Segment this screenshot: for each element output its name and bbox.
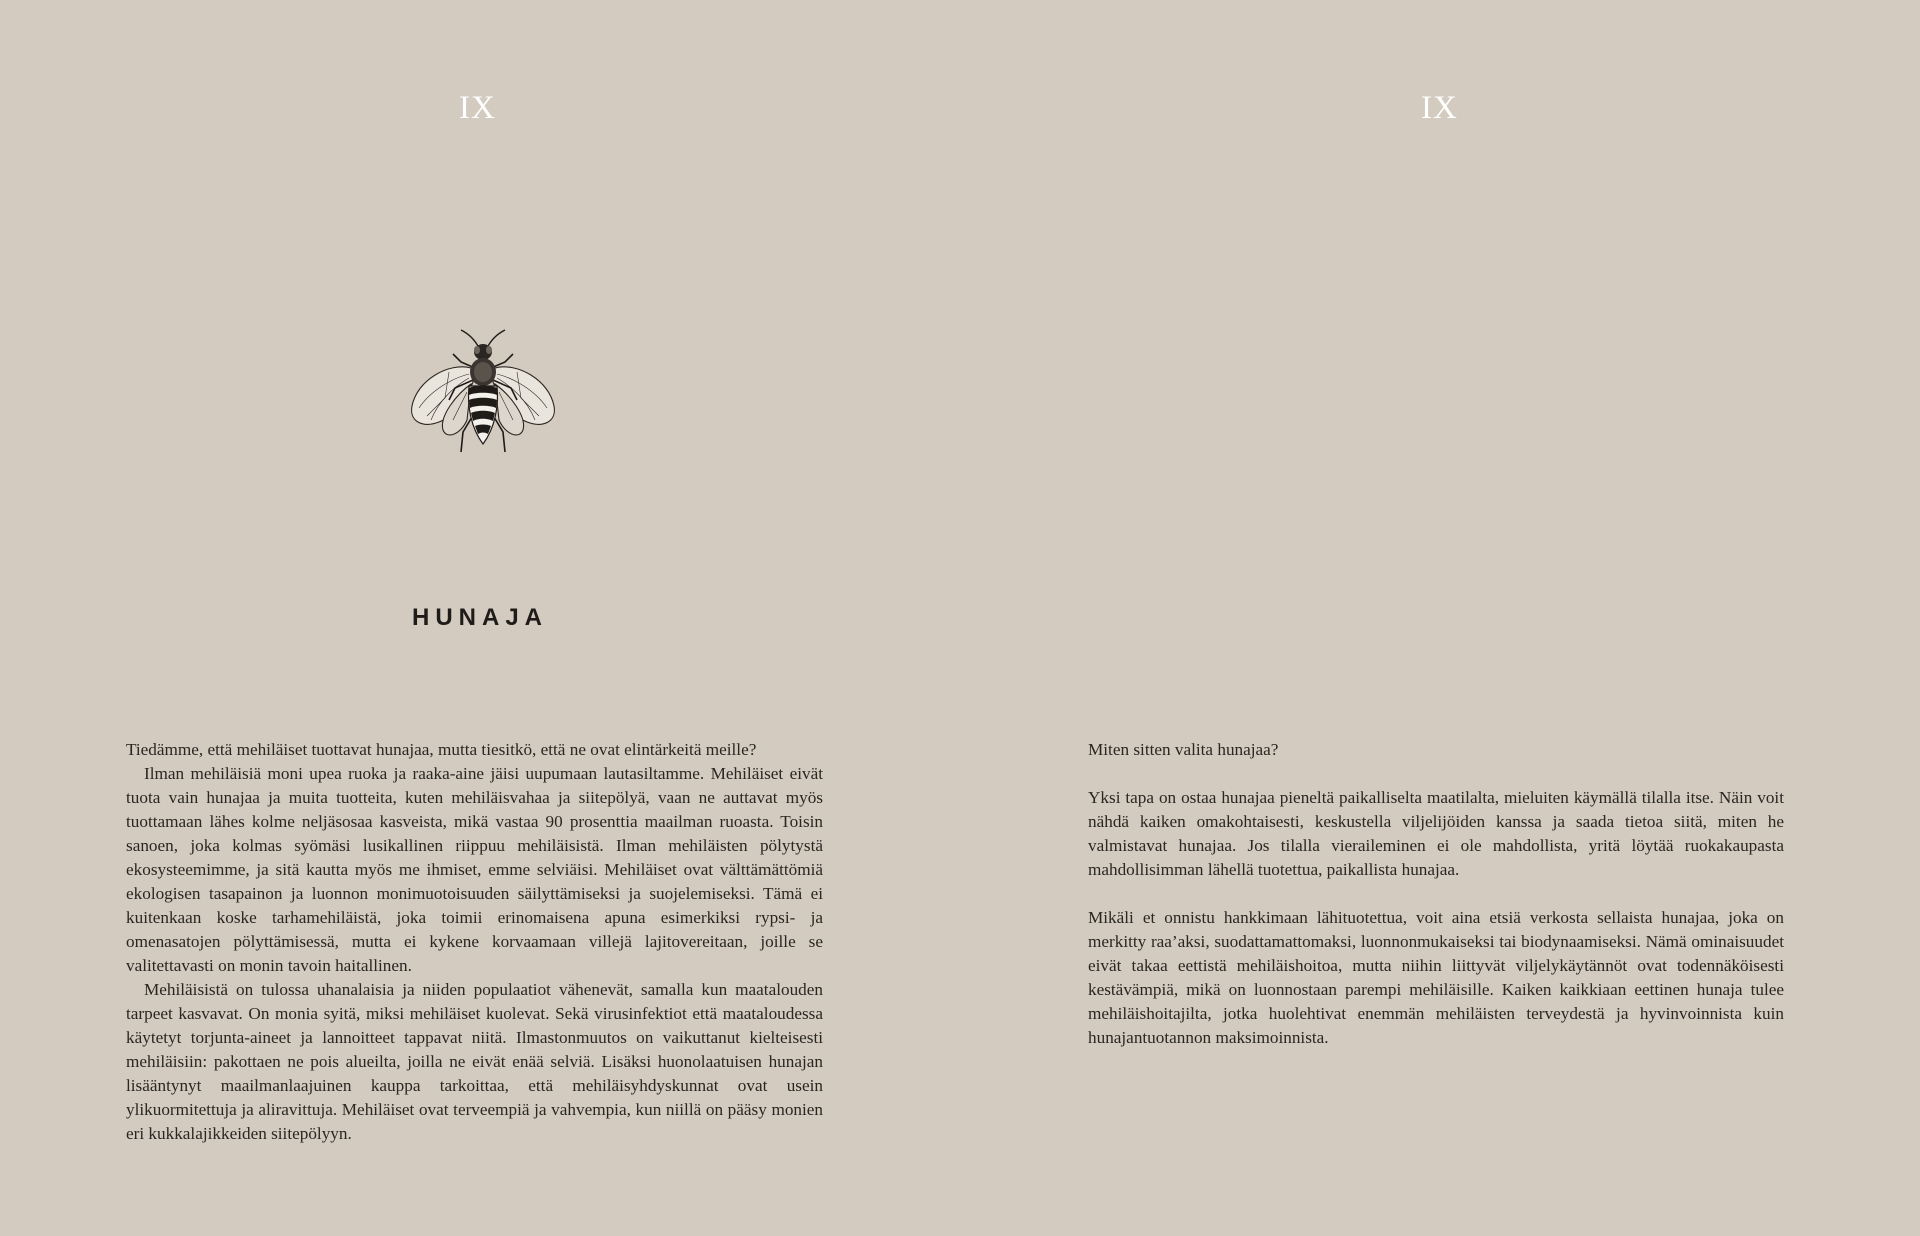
left-paragraph-1: Tiedämme, että mehiläiset tuottavat hunajaa, mutta tiesitkö, että ne ovat elintärkeitä meille? bbox=[126, 740, 757, 759]
chapter-number: IX bbox=[1421, 90, 1458, 126]
chapter-number: IX bbox=[459, 90, 496, 126]
section-title: HUNAJA bbox=[412, 604, 549, 631]
right-page bbox=[960, 0, 1920, 1236]
left-paragraph-3: Mehiläisistä on tulossa uhanalaisia ja niiden populaatiot vähenevät, samalla kun maatalouden tarpeet kasvavat. On monia syitä, miksi mehiläiset kuolevat. Sekä virusinfektiot että maataloudessa käytetyt torjunta-aineet ja lannoitteet tappavat niitä. Ilmastonmuutos on vaikuttanut kielteisesti mehiläisiin: pakottaen ne pois alueilta, joilla ne eivät enää selviä. Lisäksi huonolaatuisen hunajan lisääntynyt maailmanlaajuinen kauppa tarkoittaa, että mehiläisyhdyskunnat ovat usein ylikuormitettuja ja aliravittuja. Mehiläiset ovat terveempiä ja vahvempia, kun niillä on pääsy monien eri kukkalajikkeiden siitepölyyn. bbox=[126, 980, 823, 1143]
bee-icon bbox=[409, 328, 557, 458]
right-body-text bbox=[1088, 738, 1784, 1050]
left-body-text bbox=[126, 738, 823, 1146]
left-paragraph-2: Ilman mehiläisiä moni upea ruoka ja raaka-aine jäisi uupumaan lautasiltamme. Mehiläiset eivät tuota vain hunajaa ja muita tuotteita, kuten mehiläisvahaa ja siitepölyä, vaan ne auttavat myös tuottamaan lähes kolme neljäsosaa kasveista, mikä vastaa 90 prosenttia maailman ruoasta. Toisin sanoen, joka kolmas syömäsi lusikallinen riippuu mehiläisistä. Ilman mehiläisten pölytystä ekosysteemimme, ja sitä kautta myös me ihmiset, emme selviäisi. Mehiläiset ovat välttämättömiä ekologisen tasapainon ja luonnon monimuotoisuuden säilyttämiseksi ja suojelemiseksi. Tämä ei kuitenkaan koske tarhamehiläistä, joka toimii erinomaisena apuna esimerkiksi rypsi- ja omenasatojen pölyttämisessä, mutta ei kykene korvaamaan villejä lajitovereitaan, joille se valitettavasti on monin tavoin haitallinen. bbox=[126, 764, 823, 975]
right-paragraph-1: Miten sitten valita hunajaa? bbox=[1088, 740, 1279, 759]
right-paragraph-3: Mikäli et onnistu hankkimaan lähituotettua, voit aina etsiä verkosta sellaista hunajaa, joka on merkitty raa’aksi, suodattamattomaksi, luonnonmukaiseksi tai biodynaamiseksi. Nämä ominaisuudet eivät takaa eettistä mehiläishoitoa, mutta niihin liittyvät viljelykäytännöt ovat todennäköisesti kestävämpiä, mikä on luonnostaan parempi mehiläisille. Kaiken kaikkiaan eettinen hunaja tulee mehiläishoitajilta, jotka huolehtivat enemmän mehiläisten terveydestä ja hyvinvoinnista kuin hunajantuotannon maksimoinnista. bbox=[1088, 908, 1784, 1047]
right-paragraph-2: Yksi tapa on ostaa hunajaa pieneltä paikalliselta maatilalta, mieluiten käymällä tilalla itse. Näin voit nähdä kaiken omakohtaisesti, keskustella viljelijöiden kanssa ja saada tietoa siitä, miten he valmistavat hunajaa. Jos tilalla vieraileminen ei ole mahdollista, yritä löytää ruokakaupasta mahdollisimman lähellä tuotettua, paikallista hunajaa. bbox=[1088, 788, 1784, 879]
